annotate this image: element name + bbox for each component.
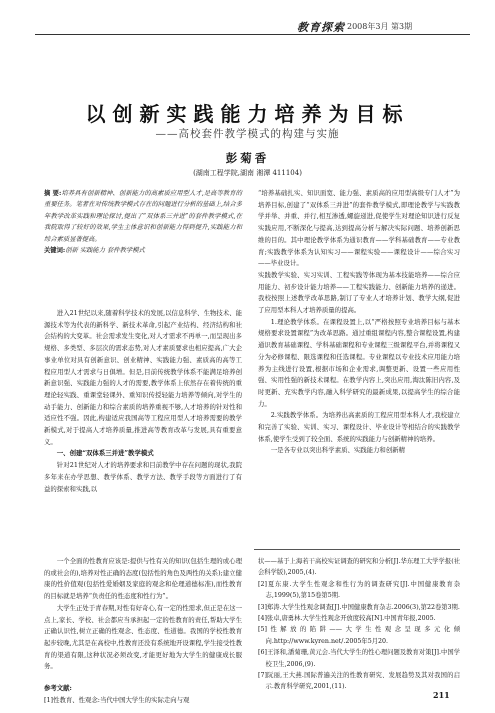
article-subtitle: ——高校套件教学模式的构建与实施: [155, 128, 340, 140]
bottom-right-references: [258, 556, 460, 693]
item-theory-system: 1.理论教学体系。在课程设置上,以“严格按照专业培养目标与基本规格要求设置课程”为改革思路。通过重组课程内容,整合课程设置,构建通识教育基础课程、学科基础课程和专业课程三级课程平台,并将课程又分为必修课程、限选课程和任选课程。专业课程以专业技术应用能力培养为主线进行设置,根据市场和企业需求,调整更新、设置一些应用性强、实用性强的新技术课程。在教学内容上,突出应用,淘汰陈旧内容,及时更新、充实教学内容,融入科学研究的最新成果,以提高学生的综合能力。: [258, 317, 460, 408]
reference-3: [3]郑涛.大学生性观念调查[J].中国健康教育杂志.2006(3),第22卷第3期.: [258, 603, 460, 611]
item-practice-cont: 一是各专业以突出科学素质、实践能力和创新精: [270, 446, 405, 455]
reference-6: [6]王泽和,潘菊珊,黄元会.当代大学生的性心理问题及教育对策[J].中国学校卫生,2006,(9).: [258, 649, 460, 668]
reference-1-cont: 状——基于上海若干高校实证调查的研究和分析[J].华东理工大学学报(社会科学版),2005,(4).: [258, 558, 460, 577]
abstract-block: [44, 188, 242, 256]
section-heading-1: 一、创建“双体系三并进”教学模式: [56, 449, 154, 458]
right-column-body: [258, 188, 460, 457]
section-1-paragraph: 针对21世纪对人才的培养要求和目前教学中存在问题的现状,我院多年来在办学思想、教学体系、教学方法、教学手段等方面进行了有益的探索和实践,以: [44, 461, 242, 493]
reference-7: [7]阮丽,王大燕.国际普遍关注的性教育研究、发展趋势及其对我国的启示.教育科学研究,2001,(11).: [258, 672, 460, 691]
reference-4: [4]张卓,唐勇林.大学生性观念开放度较高[N].中国青年报,2005.: [258, 615, 436, 623]
references-title: 参考文献:: [44, 684, 72, 693]
keywords-label: 关键词:: [44, 247, 66, 255]
bottom-left-block: [44, 556, 242, 706]
journal-issue: 2008年3月 第3期: [347, 22, 413, 31]
page-number: 211: [433, 690, 450, 700]
left-column-body: [44, 308, 242, 495]
author-affiliation: (湖南工程学院,湖南 湘潭 411104): [193, 169, 302, 177]
right-paragraph-2: 实践教学实验、实习实训、工程实践等体现为基本技能培养——综合应用能力、初步设计能力培养——工程实践能力、创新能力培养的递进。我校按照上述教学改革思路,制订了专业人才培养计划、教学大纲,促进了应用型本科人才培养质量的提高。: [258, 270, 460, 315]
item-practice-system: 2.实践教学体系。为培养出高素质的工程应用型本科人才,我校建立和完善了实验、实训、实习、课程设计、毕业设计等相结合的实践教学体系,使学生受到了较全面、系统的实践能力与创新精神的培养。: [258, 411, 460, 443]
running-header: [0, 0, 495, 44]
abstract-text: 培养具有创新精神、创新能力的高素质应用型人才,是高等教育的重要任务。笔者在对传统教学模式存在的问题进行分析的基础上,结合多年教学改革实践和理论探讨,提出了“双体系三并进”的套件教学模式,在我院取得了较好的效果,学生主体意识和创新能力得到提升,实践能力和综合素质显著提高。: [44, 190, 242, 243]
article-author: 彭菊香: [225, 151, 270, 165]
reference-2: [2]夏东康.大学生性观念和性行为的调查研究[J].中国健康教育杂志,1999(5),第15卷第5期.: [258, 580, 460, 600]
right-continuation: “培养基础扎实、知识面宽、能力强、素质高的应用型高级专门人才”为培养目标,创建了“双体系三并进”的套件教学模式,即理论教学与实践教学并举、并重、并行,相互渗透,螺旋递进,促使学生对理论知识进行反复实践应用,不断深化与提高,达到提高分析与解决实际问题、培养创新思维的目的。其中理论教学体系为通识教育——学科基础教育——专业教育;实践教学体系为认知实习——课程实验——课程设计——综合实习——毕业设计。: [258, 189, 460, 268]
abstract-label: 摘 要:: [44, 190, 62, 197]
header-rule: [35, 34, 470, 35]
bottom-paragraph-1: 一个全面的性教育应该是:提供与性有关的知识(包括生理的或心理的或社会的),培养对性正确的态度(包括性的角色及两性的关系);建立健康的性价值观(包括性爱婚姻及家庭的观念和伦理道德标准),而性教育的目标就是培养“负责任的性态度和性行为”。: [44, 557, 242, 601]
article-title: 以创新实践能力培养为目标: [85, 102, 410, 126]
abstract-paragraph: [44, 188, 242, 245]
keywords-text: 创新 实践能力 套件教学模式: [65, 247, 145, 255]
keywords-paragraph: [44, 245, 242, 256]
intro-paragraph: 进入21世纪以来,随着科学技术的发展,以信息科学、生物技术、能源技术等为代表的新科学、新技术革命,引起产业结构、经济结构和社会结构的大变革。社会需求发生变化,对人才需求不再单一,而呈现出多规格、多类型、多层次的需求态势,对人才素质要求也相应提高,广大企事业单位对具有创新意识、创业精神、实践能力强、素质高的高等工程应用型人才需求与日俱增。但是,目前传统教学体系不能满足培养创新意识强、实践能力强的人才的需要,教学体系上依然存在着传统的重理论轻实践、重课堂轻课外、重知识传授轻能力培养等倾向,对学生的动手能力、创新能力和综合素质的培养重视不够,人才培养的针对性和适应性不强。因此,构建适应我国高等工程应用型人才培养需要的教学新模式,对于提高人才培养质量,推进高等教育改革与发展,具有重要意义。: [44, 309, 242, 446]
journal-brand: 教育探索: [297, 21, 345, 34]
bottom-paragraph-2: 大学生正处于青春期,对性有好奇心,有一定的性需求,但正是在这一点上,家长、学校、社会都应当承担起一定的性教育的责任,帮助大学生正确认识性,树立正确的性观念、性态度、性道德。我国的学校性教育起步较晚,尤其是在高校中,性教育还没有系统地开设课程,学生接受性教育的渠道有限,这种状况必须改变,才能更好地为大学生的健康成长服务。: [44, 603, 242, 671]
section-divider: [254, 549, 460, 550]
reference-5: [5]性解放的陷阱——大学生性观念呈现多元化倾向.http://www.kyren.net/.2005年5月20.: [258, 626, 460, 645]
reference-1: [1]性教育、性观念:当代中国大学生的实际走向与观: [44, 695, 190, 704]
